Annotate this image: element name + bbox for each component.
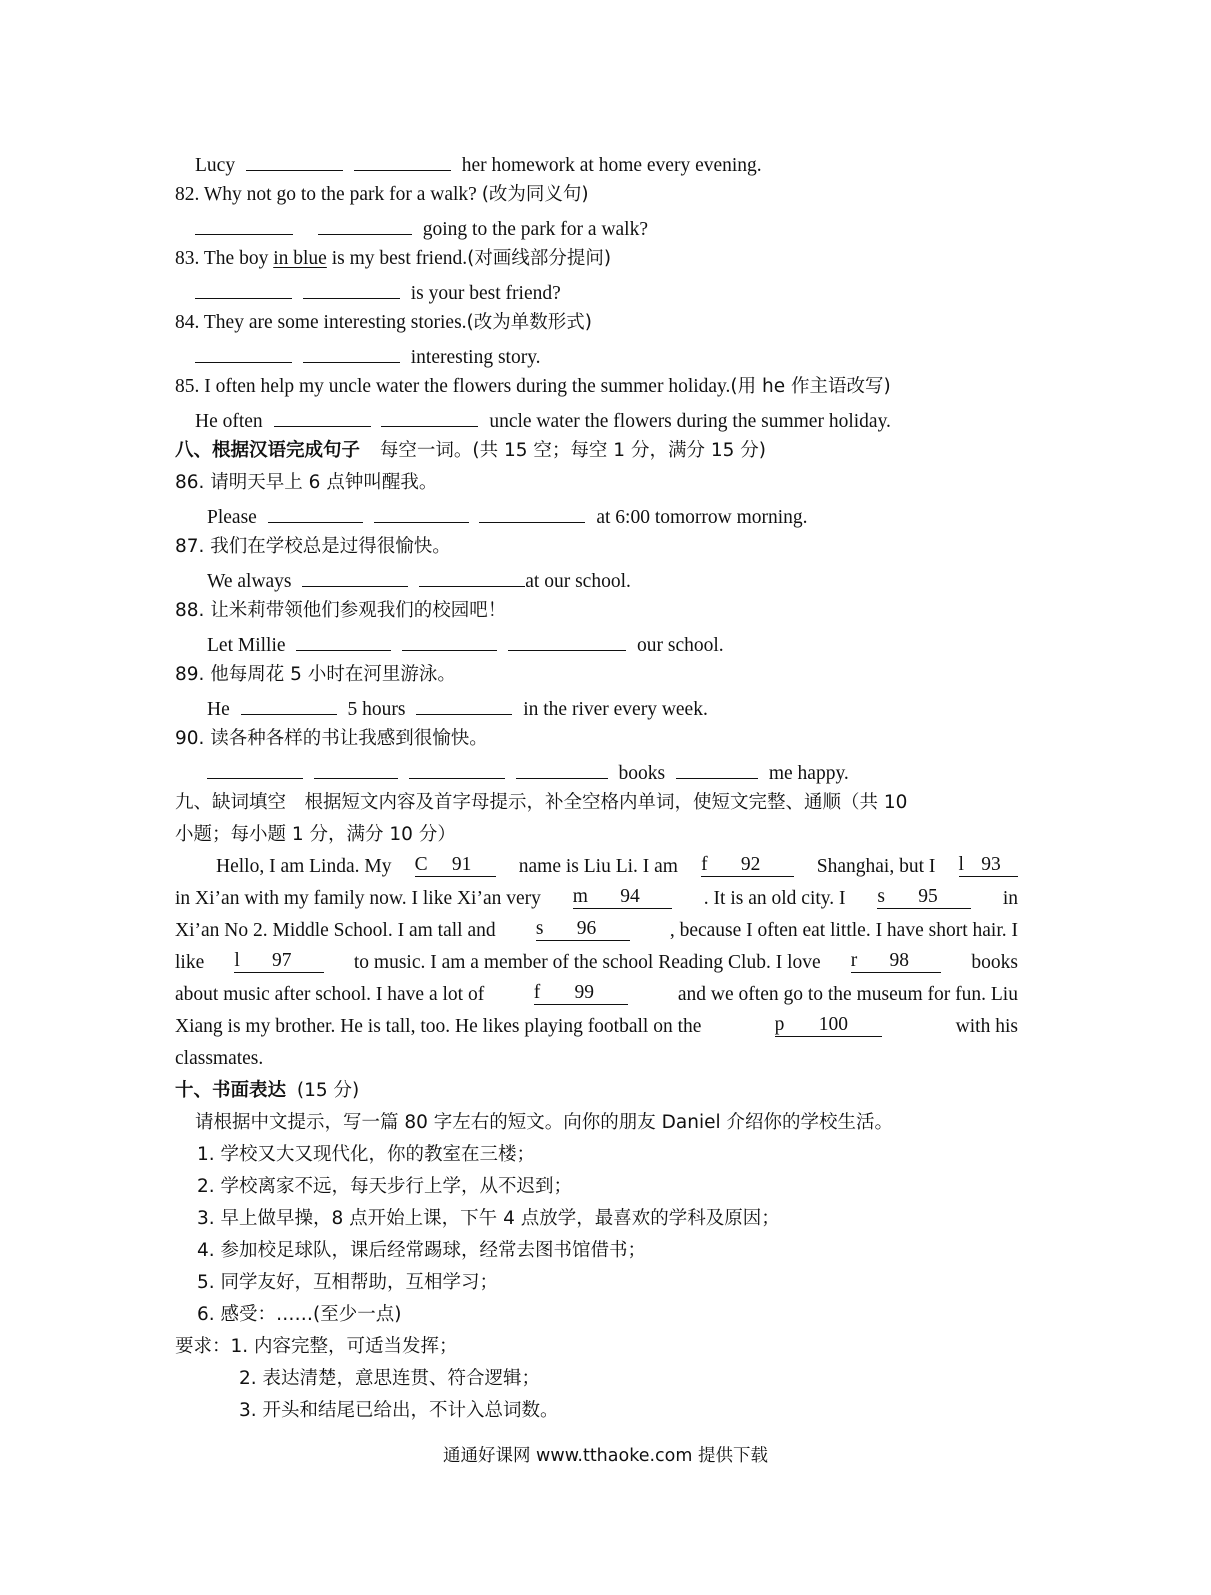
cloze-blank-92[interactable] xyxy=(701,854,794,877)
blank[interactable] xyxy=(268,502,363,523)
writing-point: 1. 学校又大又现代化，你的教室在三楼； xyxy=(197,1144,536,1165)
q81-answer-line xyxy=(195,150,762,176)
initial-letter: l xyxy=(234,950,240,971)
blank[interactable] xyxy=(303,278,400,299)
q83-question xyxy=(175,246,611,272)
q82-text: 82. Why not go to the park for a walk? xyxy=(175,184,477,205)
passage-text: to music. I am a member of the school Reading Club. I love xyxy=(353,952,821,973)
blank[interactable] xyxy=(381,406,478,427)
blank-number: 92 xyxy=(740,854,761,875)
passage-text: . It is an old city. I xyxy=(703,888,846,909)
requirements-label: 要求： xyxy=(175,1336,231,1357)
writing-point: 4. 参加校足球队，课后经常踢球，经常去图书馆借书； xyxy=(197,1240,647,1261)
q89-answer-line xyxy=(207,694,708,720)
blank[interactable] xyxy=(409,758,505,779)
q88-start: Let Millie xyxy=(207,635,286,656)
passage-text: like xyxy=(175,952,205,973)
q83-answer-line xyxy=(195,278,561,304)
blank-number: 93 xyxy=(981,854,1001,875)
blank[interactable] xyxy=(303,342,400,363)
q84-question xyxy=(175,310,592,336)
q83-underlined: in blue xyxy=(273,248,327,269)
q85-start: He often xyxy=(195,411,263,432)
blank[interactable] xyxy=(419,566,525,587)
initial-letter: s xyxy=(877,886,885,907)
blank[interactable] xyxy=(274,406,371,427)
blank[interactable] xyxy=(241,694,337,715)
blank-number: 99 xyxy=(574,982,595,1003)
blank[interactable] xyxy=(354,150,451,171)
initial-letter: m xyxy=(572,886,588,907)
passage-line-5 xyxy=(175,982,1018,1008)
blank[interactable] xyxy=(302,566,408,587)
q87-answer-line xyxy=(207,566,631,592)
cloze-blank-93[interactable] xyxy=(959,854,1018,877)
q81-end: her homework at home every evening. xyxy=(461,155,762,176)
passage-text: , because I often eat little. I have short hair. I xyxy=(669,920,1018,941)
q89-start: He xyxy=(207,699,230,720)
q84-end: interesting story. xyxy=(410,347,541,368)
q88-chinese: 88. 让米莉带领他们参观我们的校园吧！ xyxy=(175,600,507,621)
page-footer: 通通好课网 www.tthaoke.com 提供下载 xyxy=(443,1446,768,1466)
blank[interactable] xyxy=(676,758,758,779)
cloze-blank-96[interactable] xyxy=(536,918,630,941)
blank[interactable] xyxy=(402,630,497,651)
q87-start: We always xyxy=(207,571,292,592)
requirement-item: 1. 内容完整，可适当发挥； xyxy=(230,1336,458,1357)
initial-letter: f xyxy=(701,854,708,875)
section-10-heading xyxy=(175,1078,359,1104)
passage-text: Hello, I am Linda. My xyxy=(216,856,392,877)
cloze-blank-95[interactable] xyxy=(877,886,971,909)
cloze-blank-98[interactable] xyxy=(851,950,942,973)
blank-number: 91 xyxy=(451,854,472,875)
blank-number: 96 xyxy=(576,918,597,939)
q82-question xyxy=(175,182,589,208)
blank[interactable] xyxy=(508,630,626,651)
q83-end: is your best friend? xyxy=(410,283,561,304)
passage-text: Xiang is my brother. He is tall, too. He likes playing football on the xyxy=(175,1016,702,1037)
passage-text: with his xyxy=(955,1016,1018,1037)
q90-mid: books xyxy=(618,763,666,784)
q83-hint: (对画线部分提问) xyxy=(467,248,612,269)
blank-number: 95 xyxy=(918,886,938,907)
passage-line-4 xyxy=(175,950,1018,976)
passage-text: about music after school. I have a lot of xyxy=(175,984,485,1005)
initial-letter: l xyxy=(958,854,964,875)
passage-text: in xyxy=(1002,888,1018,909)
q84-hint: (改为单数形式) xyxy=(466,312,592,333)
q85-hint: (用 he 作主语改写) xyxy=(730,376,891,397)
initial-letter: p xyxy=(774,1014,785,1035)
q89-mid: 5 hours xyxy=(347,699,406,720)
q83-text-b: is my best friend. xyxy=(331,248,468,269)
q83-text-a: 83. The boy xyxy=(175,248,269,269)
q89-chinese: 89. 他每周花 5 小时在河里游泳。 xyxy=(175,664,456,685)
blank[interactable] xyxy=(246,150,343,171)
q82-end: going to the park for a walk? xyxy=(422,219,649,240)
writing-point: 6. 感受：……(至少一点) xyxy=(197,1304,402,1325)
q86-start: Please xyxy=(207,507,257,528)
section-10-title: 十、书面表达 xyxy=(175,1080,287,1101)
requirement-item: 3. 开头和结尾已给出，不计入总词数。 xyxy=(239,1400,559,1421)
q87-chinese: 87. 我们在学校总是过得很愉快。 xyxy=(175,536,451,557)
q90-answer-line xyxy=(207,758,849,784)
passage-text: name is Liu Li. I am xyxy=(518,856,678,877)
section-8-heading xyxy=(175,438,766,464)
blank[interactable] xyxy=(296,630,391,651)
cloze-blank-94[interactable] xyxy=(573,886,672,909)
blank[interactable] xyxy=(314,758,398,779)
requirements-line-1 xyxy=(175,1334,458,1360)
q85-question xyxy=(175,374,891,400)
blank[interactable] xyxy=(318,214,412,235)
blank[interactable] xyxy=(516,758,608,779)
initial-letter: s xyxy=(535,918,544,939)
blank[interactable] xyxy=(195,214,293,235)
passage-line-2 xyxy=(175,886,1018,912)
blank[interactable] xyxy=(479,502,585,523)
writing-intro: 请根据中文提示，写一篇 80 字左右的短文。向你的朋友 Daniel 介绍你的学校生活。 xyxy=(195,1112,894,1133)
cloze-blank-91[interactable] xyxy=(415,854,496,877)
passage-text: books xyxy=(971,952,1018,973)
q86-chinese: 86. 请明天早上 6 点钟叫醒我。 xyxy=(175,472,438,493)
q84-answer-line xyxy=(195,342,541,368)
q90-end: me happy. xyxy=(768,763,849,784)
q86-answer-line xyxy=(207,502,808,528)
blank[interactable] xyxy=(195,342,292,363)
passage-line-3 xyxy=(175,918,1018,944)
q86-end: at 6:00 tomorrow morning. xyxy=(596,507,808,528)
blank[interactable] xyxy=(416,694,512,715)
blank-number: 100 xyxy=(818,1014,849,1035)
q88-end: our school. xyxy=(637,635,724,656)
passage-text: and we often go to the museum for fun. Liu xyxy=(677,984,1018,1005)
passage-text: Shanghai, but I xyxy=(816,856,936,877)
q88-answer-line xyxy=(207,630,724,656)
q82-hint: (改为同义句) xyxy=(481,184,589,205)
q89-end: in the river every week. xyxy=(523,699,708,720)
blank-number: 97 xyxy=(272,950,292,971)
writing-point: 5. 同学友好，互相帮助，互相学习； xyxy=(197,1272,499,1293)
q81-start: Lucy xyxy=(195,155,236,176)
section-10-score: (15 分) xyxy=(296,1080,360,1101)
q85-answer-line xyxy=(195,406,891,432)
section-9-heading-line2: 小题；每小题 1 分，满分 10 分） xyxy=(175,824,456,845)
q90-chinese: 90. 读各种各样的书让我感到很愉快。 xyxy=(175,728,488,749)
passage-text: in Xi’an with my family now. I like Xi’an very xyxy=(175,888,541,909)
initial-letter: r xyxy=(850,950,858,971)
passage-line-1 xyxy=(216,854,1018,880)
cloze-blank-97[interactable] xyxy=(234,950,323,973)
q85-end: uncle water the flowers during the summer holiday. xyxy=(489,411,891,432)
section-8-desc: 每空一词。(共 15 空；每空 1 分，满分 15 分) xyxy=(379,440,766,461)
blank-number: 98 xyxy=(889,950,910,971)
q82-answer-line xyxy=(195,214,648,240)
blank[interactable] xyxy=(374,502,469,523)
writing-point: 3. 早上做早操，8 点开始上课，下午 4 点放学，最喜欢的学科及原因； xyxy=(197,1208,780,1229)
passage-line-7: classmates. xyxy=(175,1048,264,1069)
passage-text: Xi’an No 2. Middle School. I am tall and xyxy=(175,920,496,941)
initial-letter: f xyxy=(533,982,541,1003)
requirement-item: 2. 表达清楚，意思连贯、符合逻辑； xyxy=(239,1368,541,1389)
section-8-title: 八、根据汉语完成句子 xyxy=(175,440,361,461)
cloze-blank-100[interactable] xyxy=(775,1014,883,1037)
passage-line-6 xyxy=(175,1014,1018,1040)
cloze-blank-99[interactable] xyxy=(534,982,629,1005)
initial-letter: C xyxy=(414,854,428,875)
blank[interactable] xyxy=(207,758,303,779)
q85-text: 85. I often help my uncle water the flowers during the summer holiday. xyxy=(175,376,731,397)
section-9-heading-line1: 九、缺词填空 根据短文内容及首字母提示，补全空格内单词，使短文完整、通顺（共 10 xyxy=(175,792,908,813)
writing-point: 2. 学校离家不远，每天步行上学，从不迟到； xyxy=(197,1176,573,1197)
blank[interactable] xyxy=(195,278,292,299)
q87-end: at our school. xyxy=(525,571,631,592)
blank-number: 94 xyxy=(620,886,640,907)
q84-text: 84. They are some interesting stories. xyxy=(175,312,467,333)
